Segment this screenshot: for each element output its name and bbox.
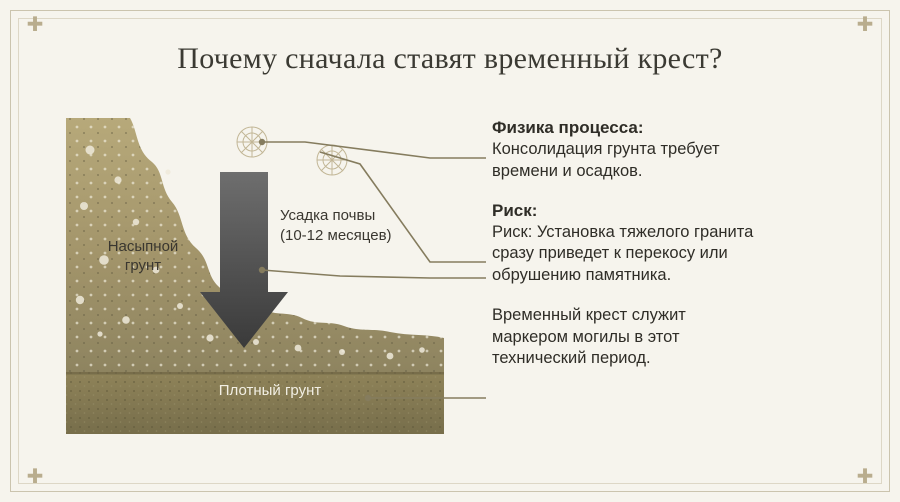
corner-ornament-icon-top-right: ✚: [856, 14, 874, 36]
settlement-label-line2: (10-12 месяцев): [280, 226, 392, 244]
fill-soil-label: [88, 238, 198, 276]
callout-temporary-cross: [492, 305, 870, 370]
soil-cross-section-illustration: [60, 110, 450, 440]
callout-risk-body-line1: Риск: Установка тяжелого гранита: [492, 222, 754, 241]
settlement-label-line1: Усадка почвы: [280, 207, 376, 224]
callout-physics-body: [492, 139, 870, 183]
corner-ornament-icon-bottom-left: ✚: [26, 466, 44, 488]
callout-risk: [492, 201, 870, 287]
dense-soil-label: Плотный грунт: [218, 382, 322, 399]
corner-ornament-icon-bottom-right: ✚: [856, 466, 874, 488]
callout-list: [492, 118, 870, 388]
callout-physics-body-line1: Консолидация грунта требует: [492, 140, 720, 158]
mandala-ornament-icon: [237, 127, 347, 175]
fill-soil-label-line1: Насыпной: [107, 238, 179, 255]
callout-temporary-cross-body-line3: технический период.: [492, 349, 651, 368]
callout-physics: [492, 118, 870, 183]
page-title: Почему сначала ставят временный крест?: [177, 42, 723, 75]
callout-risk-body-line2: сразу приведет к перекосу или: [492, 244, 728, 263]
settlement-label: [280, 206, 455, 245]
corner-ornament-icon-top-left: ✚: [26, 14, 44, 36]
callout-physics-heading: Физика процесса:: [492, 118, 644, 137]
callout-risk-body-line3: обрушению памятника.: [492, 266, 672, 285]
callout-risk-heading: Риск:: [492, 200, 538, 220]
callout-temporary-cross-body-line2: маркером могилы в этот: [492, 327, 680, 346]
fill-soil-label-line2: грунт: [124, 256, 162, 274]
callout-risk-body: [492, 222, 870, 287]
callout-temporary-cross-body-line1: Временный крест служит: [492, 305, 686, 324]
callout-temporary-cross-body: [492, 305, 870, 370]
callout-physics-body-line2: времени и осадков.: [492, 161, 643, 180]
